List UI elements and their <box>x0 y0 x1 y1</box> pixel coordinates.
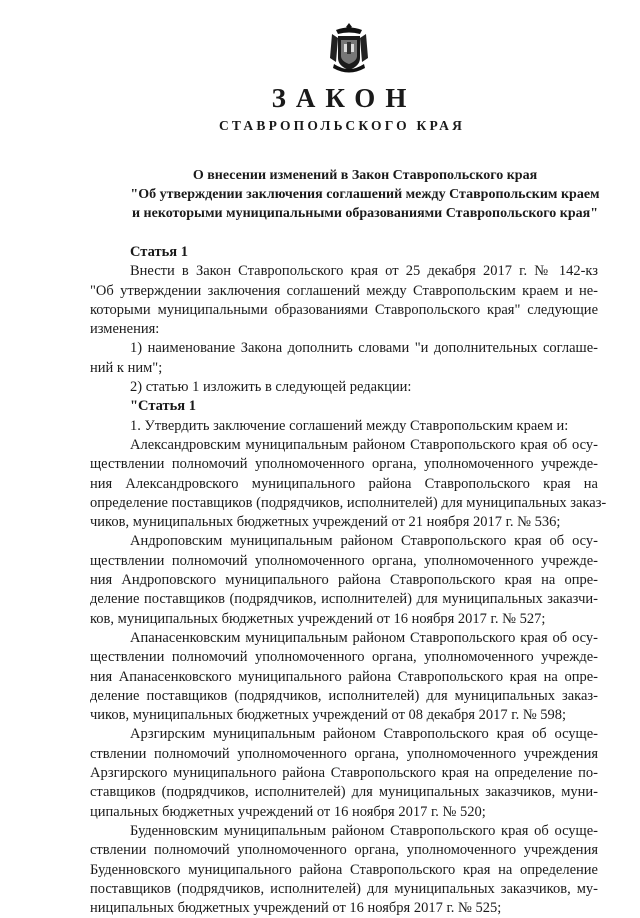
heading-line: и некоторыми муниципальными образованиями Ставропольского края" <box>131 206 599 221</box>
body-line: Арзгирским муниципальным районом Ставропольского края об осуще- <box>130 726 598 743</box>
body-line: Внести в Закон Ставропольского края от 25 декабря 2017 г. № 142-кз <box>130 263 598 280</box>
body-line: ставщиков (подрядчиков, исполнителей) для муниципальных заказчиков, муни- <box>90 784 598 801</box>
body-line: ципальных бюджетных учреждений от 16 ноября 2017 г. № 520; <box>90 803 486 820</box>
body-line: Андроповским муниципальным районом Ставропольского края об осу- <box>130 533 598 550</box>
body-line: 1. Утвердить заключение соглашений между Ставропольским краем и: <box>130 417 569 434</box>
law-heading <box>130 166 600 223</box>
body-line: 1) наименование Закона дополнить словами "и дополнительных соглаше- <box>130 340 598 357</box>
body-line: ния Александровского муниципального района Ставропольского края на <box>90 475 598 492</box>
body-line: ниципальных бюджетных учреждений от 16 ноября 2017 г. № 525; <box>90 900 502 917</box>
body-line: Арзгирского муниципального района Ставропольского края на определение по- <box>90 765 598 782</box>
law-body <box>90 243 607 918</box>
heading-line: О внесении изменений в Закон Ставропольского края <box>192 168 538 183</box>
document-title: ЗАКОН <box>271 83 417 113</box>
heading-line: "Об утверждении заключения соглашений между Ставропольским краем <box>130 187 600 202</box>
document-subtitle: СТАВРОПОЛЬСКОГО КРАЯ <box>218 118 466 133</box>
article-heading: "Статья 1 <box>130 398 197 415</box>
body-line: чиков, муниципальных бюджетных учреждений от 21 ноября 2017 г. № 536; <box>90 514 561 531</box>
body-line: ществлении полномочий уполномоченного органа, уполномоченного учрежде- <box>90 552 598 569</box>
body-line: ществлении полномочий уполномоченного органа, уполномоченного учрежде- <box>90 649 598 666</box>
body-line: ствлении полномочий уполномоченного органа, уполномоченного учреждения <box>90 842 598 859</box>
body-line: ния Андроповского муниципального района Ставропольского края на опре- <box>90 572 598 589</box>
body-line: ков, муниципальных бюджетных учреждений от 16 ноября 2017 г. № 527; <box>90 610 546 627</box>
body-line: ствлении полномочий уполномоченного органа, уполномоченного учреждения <box>90 745 598 762</box>
body-line: ний к ним"; <box>90 359 163 376</box>
body-line: Буденновского муниципального района Ставропольского края на определение <box>90 861 598 878</box>
body-line: поставщиков (подрядчиков, исполнителей) для муниципальных заказчиков, му- <box>90 880 598 897</box>
body-line: определение поставщиков (подрядчиков, исполнителей) для муниципальных заказ- <box>90 494 607 511</box>
body-line: чиков, муниципальных бюджетных учреждений от 08 декабря 2017 г. № 598; <box>90 707 567 724</box>
body-line: деление поставщиков (подрядчиков, исполнителей) для муниципальных заказчи- <box>90 591 598 608</box>
body-line: Буденновским муниципальным районом Ставропольского края об осуще- <box>130 822 598 839</box>
body-line: Александровским муниципальным районом Ставропольского края об осу- <box>130 436 598 453</box>
body-line: 2) статью 1 изложить в следующей редакции: <box>130 379 412 396</box>
body-line: ществлении полномочий уполномоченного органа, уполномоченного учрежде- <box>90 456 598 473</box>
body-line: которыми муниципальными образованиями Ставропольского края" следующие <box>90 301 598 318</box>
coat-of-arms-icon <box>328 20 370 74</box>
body-line: Апанасенковским муниципальным районом Ставропольского края об осу- <box>130 629 598 646</box>
body-line: ния Апанасенковского муниципального района Ставропольского края на опре- <box>90 668 598 685</box>
body-line: деление поставщиков (подрядчиков, исполнителей) для муниципальных заказ- <box>90 687 598 704</box>
article-heading: Статья 1 <box>130 244 188 260</box>
body-line: изменения: <box>90 321 160 338</box>
body-line: "Об утверждении заключения соглашений между Ставропольским краем и не- <box>90 282 598 299</box>
